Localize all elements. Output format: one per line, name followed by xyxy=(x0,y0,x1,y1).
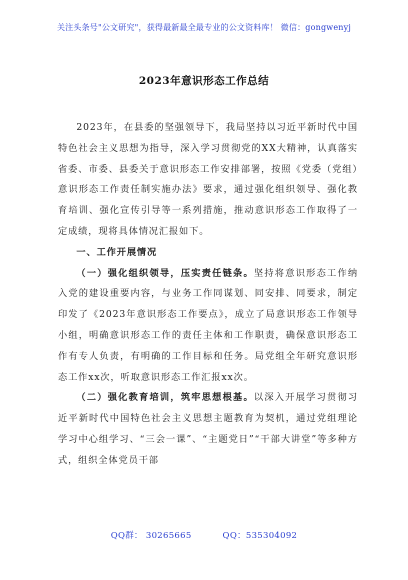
item-paragraph-2 xyxy=(58,388,358,471)
document-body xyxy=(58,118,358,472)
item-paragraph-1 xyxy=(58,264,358,389)
item-text-1: 坚持将意识形态工作纳入党的建设重要内容，与业务工作同谋划、同安排、同要求，制定印发了《2023年意识形态工作要点》，成立了局意识形态工作领导小组，明确意识形态工作的责任主体和工作职责，确保意识形态工作有专人负责，有明确的工作目标和任务。局党组全年研究意识形态工作xx次，听取意识形态工作汇报xx次。 xyxy=(58,267,358,383)
item-lead-2: （二）强化教育培训，筑牢思想根基。 xyxy=(76,392,254,404)
footer-qq-group: QQ群： 30265665 xyxy=(110,531,192,541)
footer-qq: QQ：535304092 xyxy=(222,531,298,541)
item-text-2: 以深入开展学习贯彻习近平新时代中国特色社会主义思想主题教育为契机，通过党组理论学习中心组学习、“三会一课”、“主题党日”“干部大讲堂”等多种方式，组织全体党员干部 xyxy=(58,392,358,466)
footer-banner xyxy=(0,529,408,541)
header-banner: 关注头条号"公文研究"，获得最新最全最专业的公文资料库！ 微信：gongwenyj xyxy=(56,23,352,32)
item-lead-1: （一）强化组织领导，压实责任链条。 xyxy=(76,267,254,279)
intro-paragraph: 2023年，在县委的坚强领导下，我局坚持以习近平新时代中国特色社会主义思想为指导，深入学习贯彻党的XX大精神，认真落实省委、市委、县委关于意识形态工作安排部署，按照《党委（党组）意识形态工作责任制实施办法》要求，通过强化组织领导、强化教育培训、强化宣传引导等一系列措施，推动意识形态工作取得了一定成绩，现将具体情况汇报如下。 xyxy=(58,122,358,237)
section-heading: 一、工作开展情况 xyxy=(76,246,158,258)
document-title: 2023年意识形态工作总结 xyxy=(138,75,270,87)
